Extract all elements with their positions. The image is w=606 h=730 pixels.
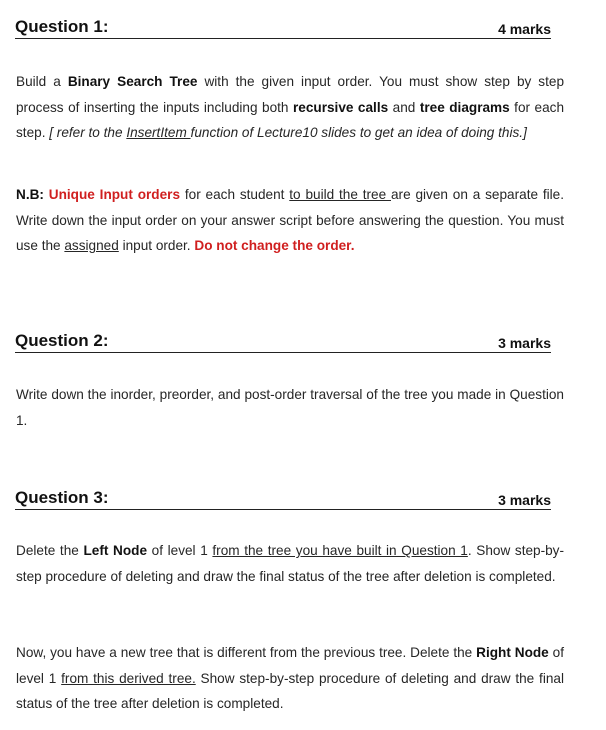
question-2-paragraph: Write down the inorder, preorder, and post-order traversal of the tree you made in Question 1. [16,387,564,428]
question-1-note [16,182,564,259]
text: Build a [16,74,68,89]
question-3-header [15,487,551,510]
emphasis: recursive calls [292,99,389,115]
underlined-text: from this derived tree. [61,670,196,686]
text: of level 1 [147,543,213,558]
emphasis: Binary Search Tree [67,74,198,89]
question-3-paragraph-2 [16,640,564,717]
question-2-title: Question 2: [15,331,109,350]
text: are given on a separate file. Write down the input order on your answer script before answering the question. You must use the [16,187,565,253]
question-3-paragraph-1 [16,538,564,589]
text: Delete the [16,543,84,558]
text: with the given input order. You must show step by step process of inserting the inputs including both [16,74,565,115]
question-2-marks: 3 marks [498,335,551,351]
text: Show step-by-step procedure of deleting and draw the final status of the tree after deletion is completed. [16,670,564,711]
text: input order. [118,238,195,253]
note-label: N.B: [16,187,49,202]
question-1-paragraph-1 [16,69,564,146]
underlined-text: from the tree you have built in Question 1 [212,543,468,558]
italic-text: function of Lecture10 slides to get an idea of doing this.] [190,125,527,140]
emphasis: Left Node [83,543,148,558]
insertitem-reference: InsertItem [126,125,191,140]
underlined-text: assigned [64,238,119,253]
text: Now, you have a new tree that is different from the previous tree. Delete the [16,645,477,660]
italic-text: [ refer to the [49,125,127,140]
question-1-title: Question 1: [15,17,109,36]
question-3-marks: 3 marks [498,492,551,508]
text: for each student [180,187,290,202]
text: . Show step-by-step procedure of deleting and draw the final status of the tree after deletion is completed. [16,543,565,584]
question-1-marks: 4 marks [498,21,551,37]
emphasis: tree diagrams [419,99,510,115]
underlined-text: to build the tree [289,187,391,202]
text: of level 1 [16,645,564,686]
question-2-header [15,330,551,353]
highlight-text: Unique Input orders [48,187,181,202]
warning-text: Do not change the order. [194,238,355,253]
text: for each step. [16,99,565,140]
question-3-title: Question 3: [15,488,109,507]
question-1-header [15,16,551,39]
emphasis: Right Node [476,645,549,660]
text: and [388,99,420,115]
